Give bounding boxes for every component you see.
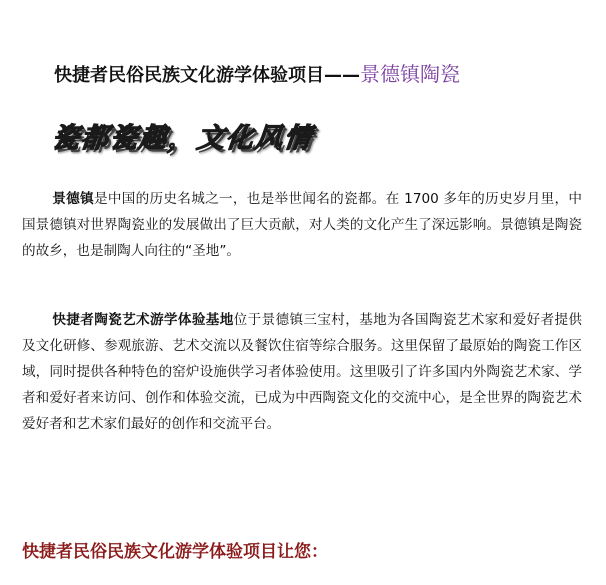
- page-title: [54, 60, 574, 90]
- intro-paragraph: [22, 186, 582, 264]
- intro-bold-lead: 景德镇: [52, 191, 94, 207]
- base-text: 位于景德镇三宝村，基地为各国陶瓷艺术家和爱好者提供及文化研修、参观旅游、艺术交流以及餐饮住宿等综合服务。这里保留了最原始的陶瓷工作区域，同时提供各种特色的窑炉设施供学习者体验使用。这里吸引了许多国内外陶瓷艺术家、学者和爱好者来访问、创作和体验交流，已成为中西陶瓷文化的交流中心，是全世界的陶瓷艺术爱好者和艺术家们最好的创作和交流平台。: [22, 312, 583, 432]
- section-heading: 快捷者民俗民族文化游学体验项目让您：: [22, 542, 328, 562]
- page-title-main: 快捷者民俗民族文化游学体验项目——: [54, 65, 360, 86]
- base-bold-lead: 快捷者陶瓷艺术游学体验基地: [52, 312, 234, 328]
- intro-text: 是中国的历史名城之一，也是举世闻名的瓷都。在 1700 多年的历史岁月里，中国景德镇对世界陶瓷业的发展做出了巨大贡献，对人类的文化产生了深远影响。景德镇是陶瓷的故乡，也是制陶人向往的“圣地”。: [22, 191, 582, 259]
- base-paragraph: [22, 307, 582, 437]
- page-title-accent: 景德镇陶瓷: [360, 62, 460, 86]
- slogan-banner: 瓷都瓷趣，文化风情: [50, 123, 315, 154]
